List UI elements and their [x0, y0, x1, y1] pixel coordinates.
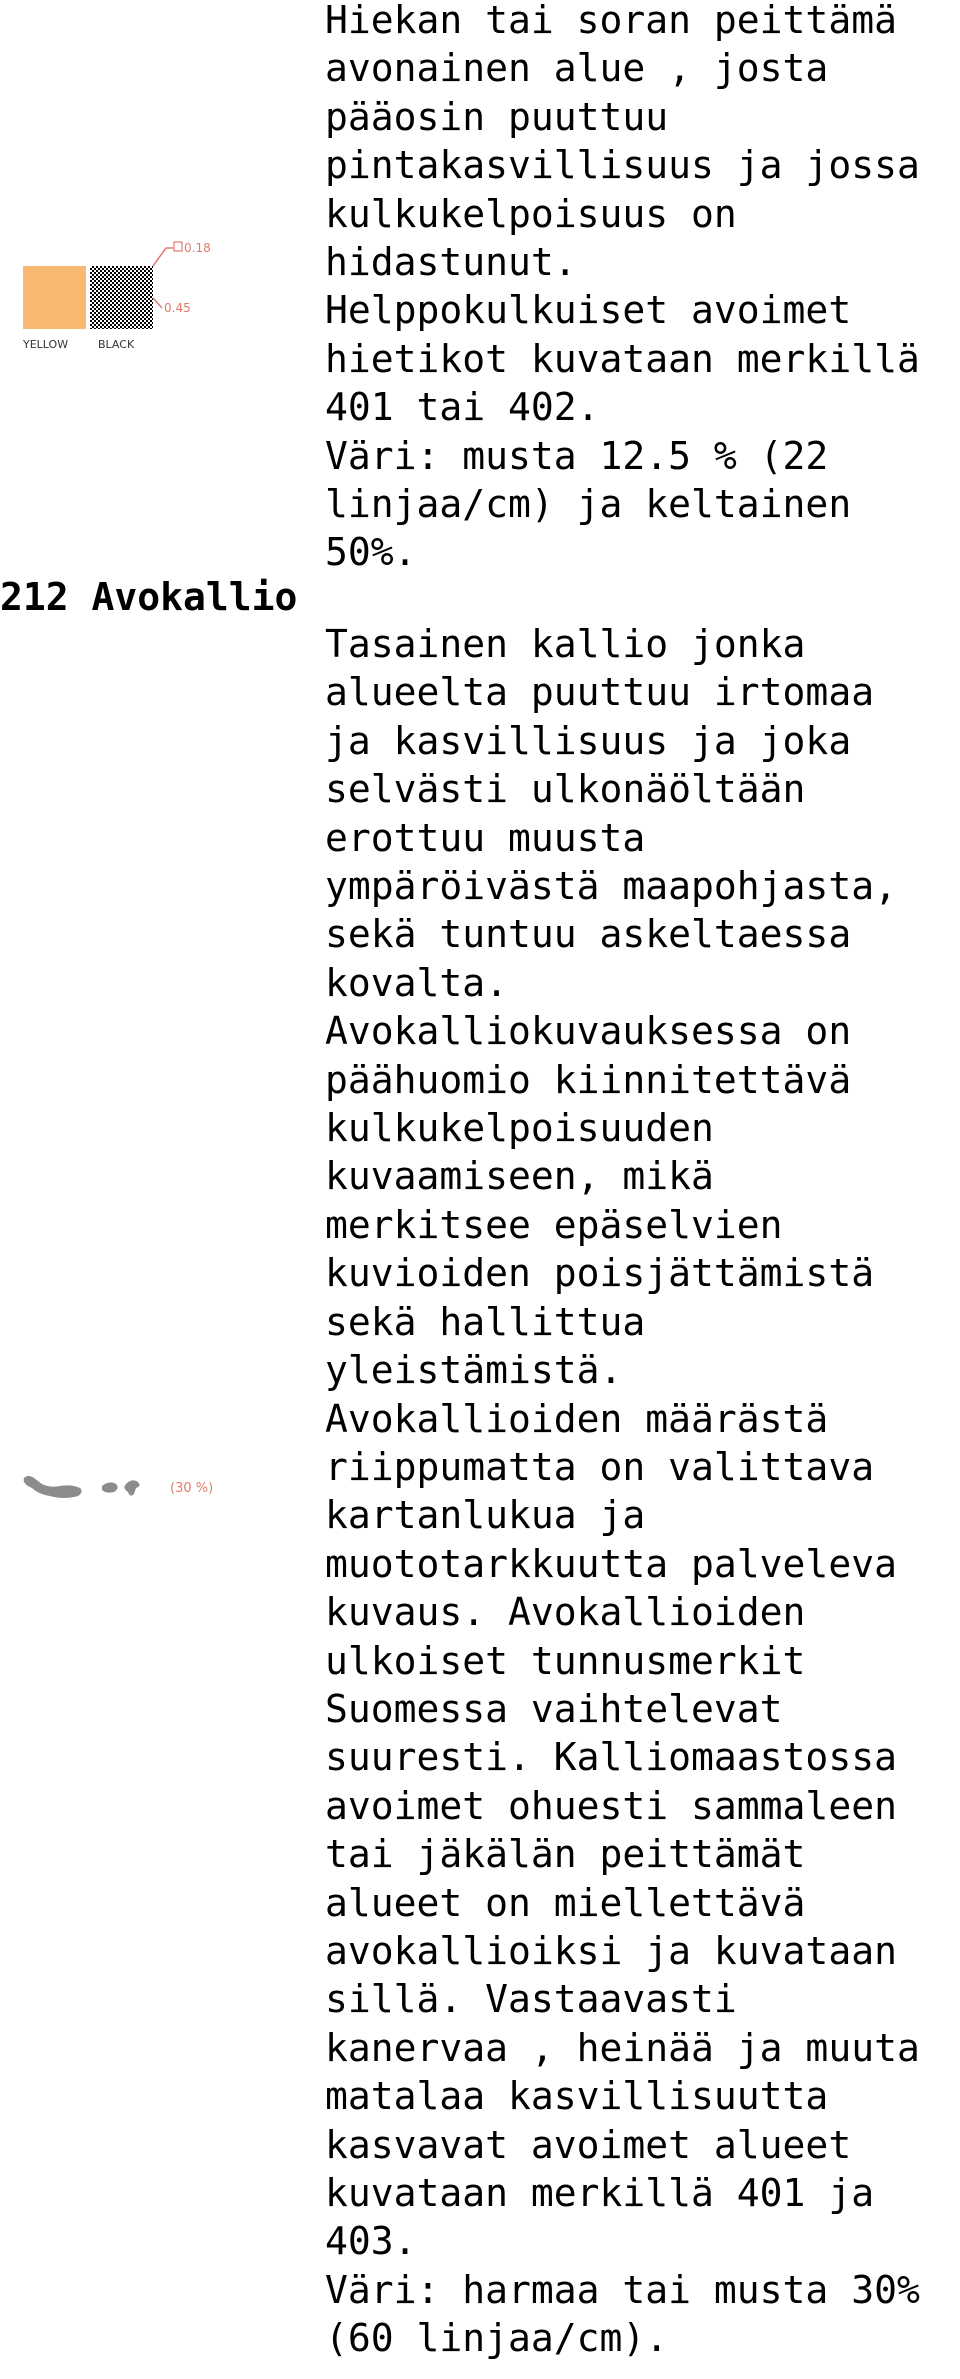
black-screen-swatch [90, 266, 153, 329]
yellow-label: YELLOW [23, 338, 69, 351]
open-sand-symbol [18, 228, 238, 358]
yellow-swatch [23, 266, 86, 329]
bare-rock-description: Tasainen kallio jonka alueelta puuttuu irtomaa ja kasvillisuus ja joka selvästi ulkonäöltään erottuu muusta ympäröivästä maapohjasta, sekä tuntuu askeltaessa kovalta. Avokalliokuvauksessa on päähuomio kiinnitettävä kulkukelpoisuuden kuvaamiseen, mikä merkitsee epäselvien kuvioiden poisjättämistä sekä hallittua yleistämistä. Avokallioiden määrästä riippumatta on valittava kartanlukua ja muototarkkuutta palveleva kuvaus. Avokallioiden ulkoiset tunnusmerkit Suomessa vaihtelevat suuresti. Kalliomaastossa avoimet ohuesti sammaleen tai jäkälän peittämät alueet on miellettävä avokallioiksi ja kuvataan sillä. Vastaavasti kanervaa , heinää ja muuta matalaa kasvillisuutta kasvavat avoimet alueet kuvataan merkillä 401 ja 403. Väri: harmaa tai musta 30% (60 linjaa/cm). [325, 622, 920, 2361]
rock-shape-2 [102, 1482, 118, 1492]
bare-rock-symbol [20, 1470, 230, 1520]
black-label: BLACK [98, 338, 135, 351]
dimension-label-0-18: 0.18 [184, 241, 211, 255]
rock-shape-1 [24, 1476, 82, 1498]
dimension-label-0-45: 0.45 [164, 301, 191, 315]
open-sand-symbol-graphic [18, 228, 238, 358]
bare-rock-heading: 212 Avokallio [0, 575, 298, 619]
rock-shape-3 [124, 1480, 139, 1495]
percent-label: (30 %) [170, 1481, 214, 1496]
open-sand-description: Hiekan tai soran peittämä avonainen alue , josta pääosin puuttuu pintakasvillisuus ja jossa kulkukelpoisuus on hidastunut. Helppokulkuiset avoimet hietikot kuvataan merkillä 401 tai 402. Väri: musta 12.5 % (22 linjaa/cm) ja keltainen 50%. [325, 0, 920, 575]
bare-rock-symbol-graphic [20, 1470, 230, 1520]
